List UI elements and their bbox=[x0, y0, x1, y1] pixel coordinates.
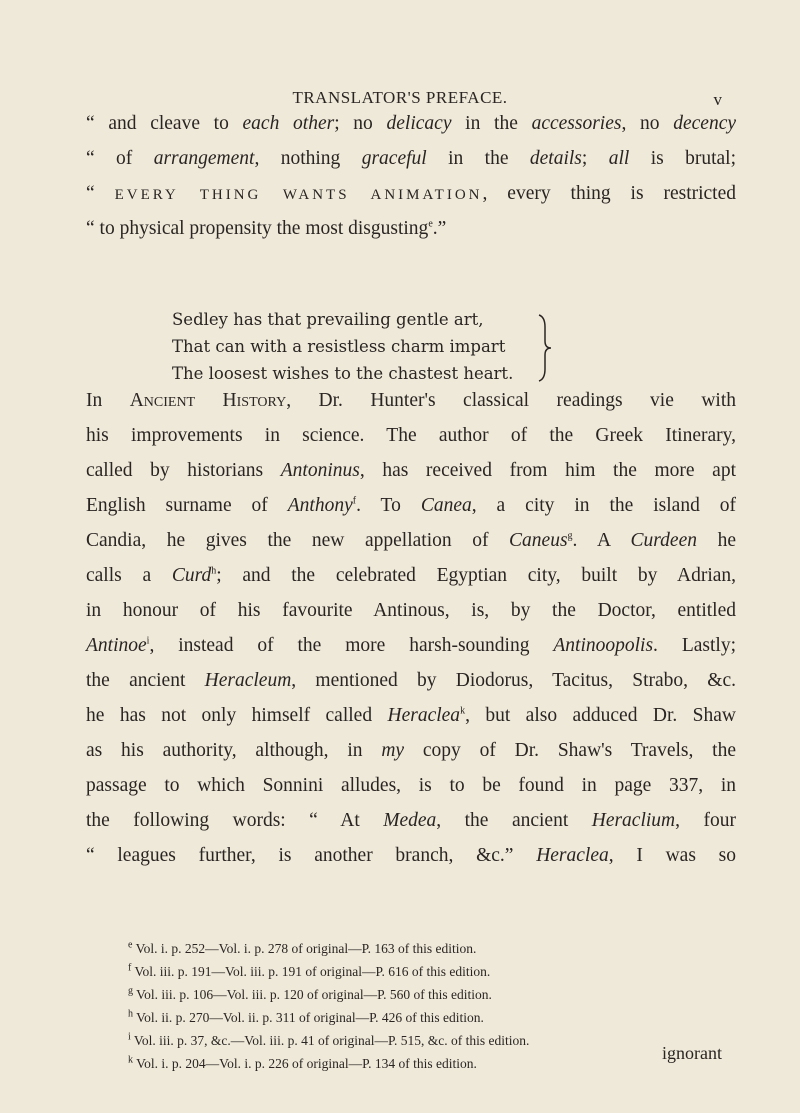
verse-block bbox=[172, 306, 513, 387]
page-number: v bbox=[713, 90, 722, 109]
paragraph-line-12: passage to which Sonnini alludes, is to be found in page 337, in bbox=[86, 775, 736, 796]
catchword: ignorant bbox=[662, 1043, 722, 1063]
footnotes bbox=[128, 937, 748, 1075]
footnote: $^g$ Vol. iii. p. 106—Vol. iii. p. 120 of original—P. 560 of this edition. bbox=[128, 985, 492, 1002]
paragraph-line-10: he has not only himself called Heraclea$^k$, but also adduced Dr. Shaw bbox=[86, 705, 736, 726]
paragraph-line-14: “ leagues further, is another branch, &c.” Heraclea, I was so bbox=[86, 845, 736, 866]
footnote: $^i$ Vol. iii. p. 37, &c.—Vol. iii. p. 41 of original—P. 515, &c. of this edition. bbox=[128, 1031, 530, 1048]
paragraph-line-7: in honour of his favourite Antinous, is, by the Doctor, entitled bbox=[86, 600, 736, 621]
paragraph-line-1: In Ancient History, Dr. Hunter's classical readings vie with bbox=[86, 390, 736, 411]
quote-line-4: “ to physical propensity the most disgusting$^e$.” bbox=[86, 218, 447, 239]
footnote: $^k$ Vol. i. p. 204—Vol. i. p. 226 of original—P. 134 of this edition. bbox=[128, 1054, 477, 1071]
paragraph-line-8: Antinoe$^i$, instead of the more harsh-sounding Antinoopolis. Lastly; bbox=[86, 635, 736, 656]
paragraph-line-5: Candia, he gives the new appellation of Caneus$^g$. A Curdeen he bbox=[86, 530, 736, 551]
verse-line-2: That can with a resistless charm impart bbox=[172, 337, 506, 356]
running-title: TRANSLATOR'S PREFACE. bbox=[292, 88, 508, 107]
quote-line-2: “ of arrangement, nothing graceful in the details; all is brutal; bbox=[86, 148, 737, 169]
footnote: $^f$ Vol. iii. p. 191—Vol. iii. p. 191 of original—P. 616 of this edition. bbox=[128, 962, 491, 979]
main-paragraph bbox=[86, 383, 736, 873]
paragraph-line-3: called by historians Antoninus, has received from him the more apt bbox=[86, 460, 736, 481]
quote-block bbox=[86, 106, 736, 246]
footnote: $^h$ Vol. ii. p. 270—Vol. ii. p. 311 of original—P. 426 of this edition. bbox=[128, 1008, 484, 1025]
paragraph-line-6: calls a Curd$^h$; and the celebrated Egyptian city, built by Adrian, bbox=[86, 565, 737, 586]
paragraph-line-4: English surname of Anthony$^f$. To Canea, a city in the island of bbox=[86, 495, 737, 516]
quote-line-3: “ EVERY THING WANTS ANIMATION, every thing is restricted bbox=[86, 183, 736, 204]
footnote: $^e$ Vol. i. p. 252—Vol. i. p. 278 of original—P. 163 of this edition. bbox=[128, 939, 477, 956]
paragraph-line-13: the following words: “ At Medea, the ancient Heraclium, four bbox=[86, 810, 736, 831]
triplet-brace-icon bbox=[537, 313, 553, 383]
verse-line-3: The loosest wishes to the chastest heart. bbox=[172, 364, 514, 383]
verse-line-1: Sedley has that prevailing gentle art, bbox=[172, 310, 484, 329]
paragraph-line-2: his improvements in science. The author of the Greek Itinerary, bbox=[86, 425, 736, 446]
paragraph-line-11: as his authority, although, in my copy of Dr. Shaw's Travels, the bbox=[86, 740, 736, 761]
paragraph-line-9: the ancient Heracleum, mentioned by Diodorus, Tacitus, Strabo, &c. bbox=[86, 670, 737, 691]
quote-line-1: “ and cleave to each other; no delicacy in the accessories, no decency bbox=[86, 113, 737, 134]
